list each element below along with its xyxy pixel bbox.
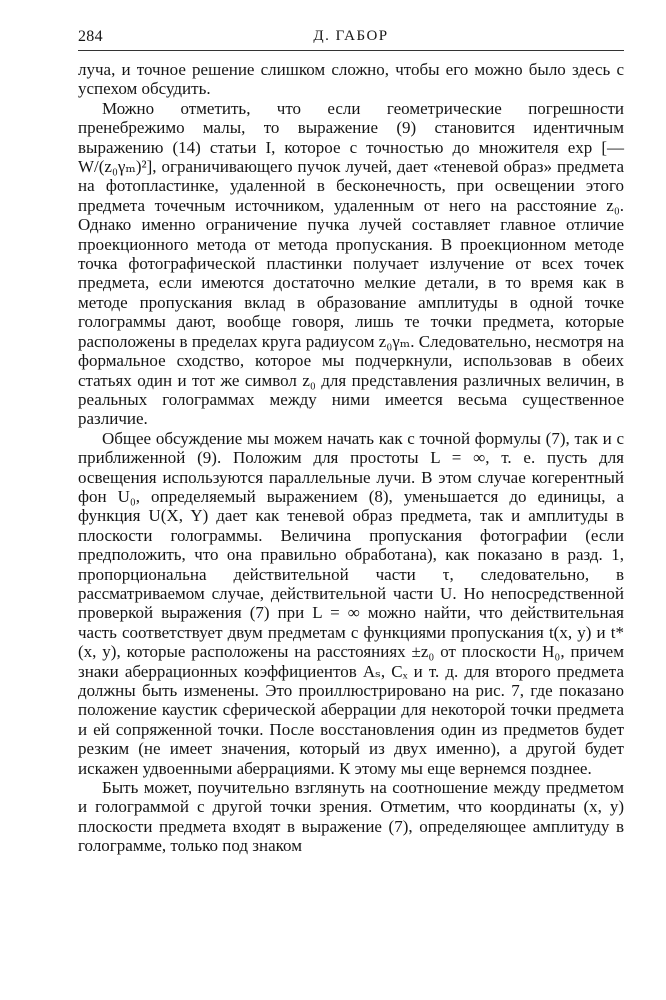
paragraph-general-discussion: Общее обсуждение мы можем начать как с точной формулы (7), так и с приближенной (9). Положим для простоты L = ∞, т. е. пусть для освещения используются параллельные лучи. В этом случае когерентный фон U₀, определяемый выражением (8), уменьшается до единицы, а функция U(X, Y) дает как теневой образ предмета, так и амплитуды в плоскости голограммы. Величина пропускания фотографии (если предположить, что она правильно обработана), как показано в разд. 1, пропорциональна действительной части τ, следовательно, в рассматриваемом случае, действительной части U. Но непосредственной проверкой выражения (7) при L = ∞ можно найти, что действительная часть соответствует двум предметам с функциями пропускания t(x, y) и t*(x, y), которые расположены на расстояниях ±z₀ от плоскости H₀, причем знаки аберрационных коэффициентов Aₛ, Cₓ и т. д. для второго предмета должны быть изменены. Это проиллюстрировано на рис. 7, где показано положение каустик сферической аберрации для некоторой точки предмета и ей сопряженной точки. После восстановления один из предметов будет резким (не имеет значения, который из двух именно), а другой будет искажен удвоенными аберрациями. К этому мы еще вернемся позднее. [78, 428, 624, 778]
paragraph-object-hologram-relation: Быть может, поучительно взглянуть на соотношение между предметом и голограммой с другой точки зрения. Отметим, что координаты (x, y) плоскости предмета входят в выражение (7), определяющее амплитуду в голограмме, только под знаком [78, 778, 624, 856]
page-header [78, 24, 624, 51]
page-body [78, 60, 624, 856]
paragraph-continuation: луча, и точное решение слишком сложно, чтобы его можно было здесь с успехом обсудить. [78, 60, 624, 99]
paragraph-projection-method: Можно отметить, что если геометрические погрешности пренебрежимо малы, то выражение (9) становится идентичным выражению (14) статьи I, которое с точностью до множителя exp [—W/(z₀γₘ)²], ограничивающего пучок лучей, дает «теневой образ» предмета на фотопластинке, удаленной в бесконечность, при освещении этого предмета точечным источником, удаленным от него на расстояние z₀. Однако именно ограничение пучка лучей составляет главное отличие проекционного метода от метода пропускания. В проекционном методе точка фотографической пластинки получает излучение от всех точек предмета, если имеются достаточно мелкие детали, в то время как в методе пропускания вклад в образование амплитуды в одной точке голограммы дают, вообще говоря, лишь те точки предмета, которые расположены в пределах круга радиусом z₀γₘ. Следовательно, несмотря на формальное сходство, которое мы подчеркнули, использовав в обеих статьях один и тот же символ z₀ для представления различных величин, в реальных голограммах между ними имеется весьма существенное различие. [78, 98, 624, 429]
page-number: 284 [78, 28, 103, 45]
running-head: Д. ГАБОР [313, 28, 389, 44]
